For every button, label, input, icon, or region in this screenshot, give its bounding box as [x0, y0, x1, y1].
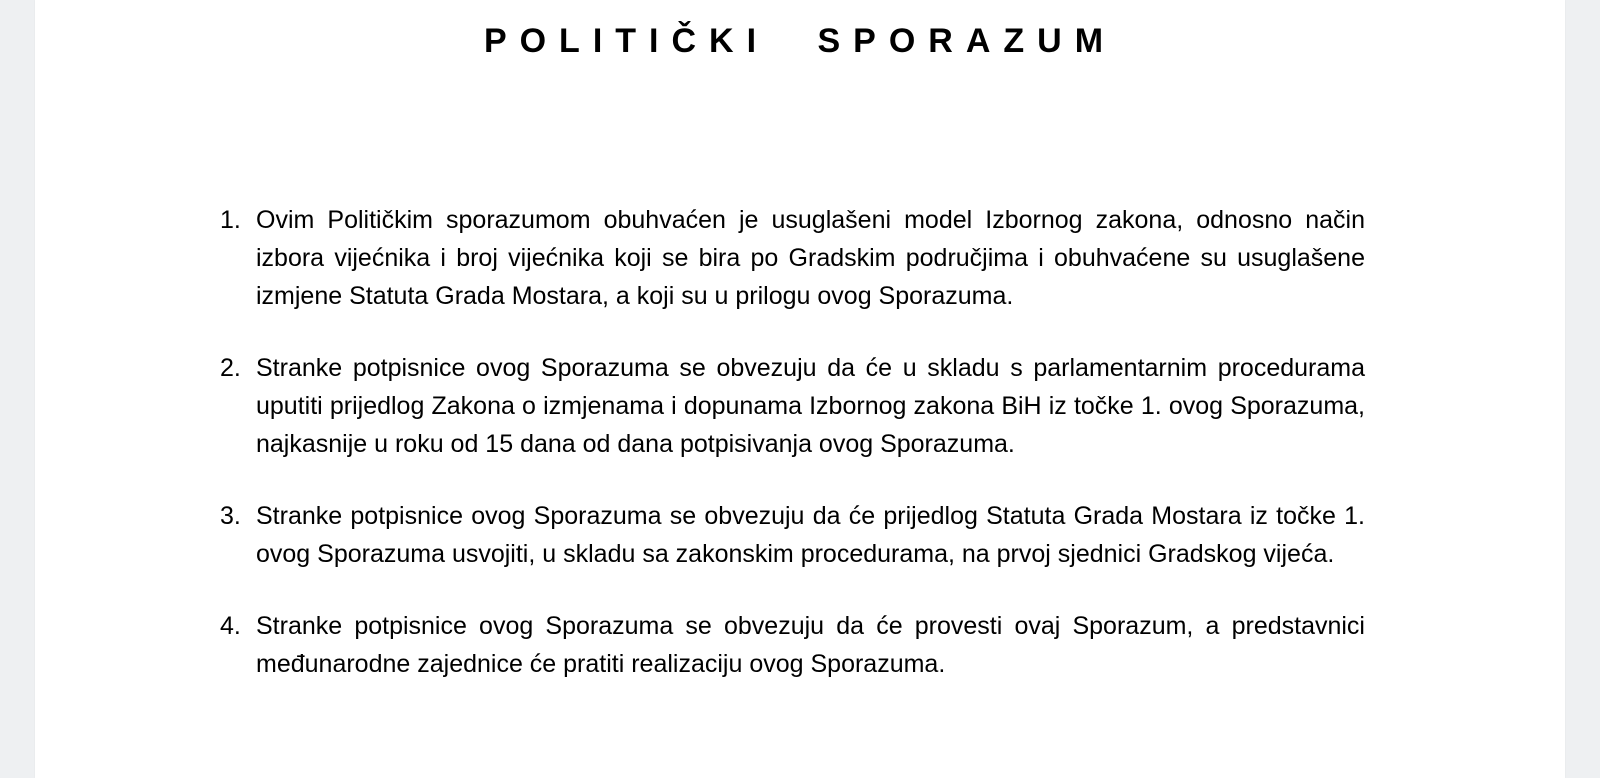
item-number: 1. [220, 206, 241, 234]
document-title: POLITIČKI SPORAZUM [483, 22, 1117, 60]
item-number: 4. [220, 612, 241, 640]
document-page [35, 0, 1565, 778]
list-item [220, 201, 1365, 315]
item-text: Stranke potpisnice ovog Sporazuma se obvezuju da će prijedlog Statuta Grada Mostara iz točke 1. ovog Sporazuma usvojiti, u skladu sa zakonskim procedurama, na prvoj sjednici Gradskog vijeća. [256, 502, 1365, 568]
item-number: 2. [220, 354, 241, 382]
list-item [220, 607, 1365, 683]
item-text: Stranke potpisnice ovog Sporazuma se obvezuju da će provesti ovaj Sporazum, a predstavnici međunarodne zajednice će pratiti realizaciju ovog Sporazuma. [256, 612, 1365, 678]
item-text: Stranke potpisnice ovog Sporazuma se obvezuju da će u skladu s parlamentarnim procedurama uputiti prijedlog Zakona o izmjenama i dopunama Izbornog zakona BiH iz točke 1. ovog Sporazuma, najkasnije u roku od 15 dana od dana potpisivanja ovog Sporazuma. [256, 354, 1365, 458]
list-item [220, 349, 1365, 463]
item-text: Ovim Političkim sporazumom obuhvaćen je usuglašeni model Izbornog zakona, odnosno način izbora vijećnika i broj vijećnika koji se bira po Gradskim područjima i obuhvaćene su usuglašene izmjene Statuta Grada Mostara, a koji su u prilogu ovog Sporazuma. [256, 206, 1365, 310]
list-item [220, 497, 1365, 573]
item-number: 3. [220, 502, 241, 530]
agreement-list [220, 201, 1365, 717]
